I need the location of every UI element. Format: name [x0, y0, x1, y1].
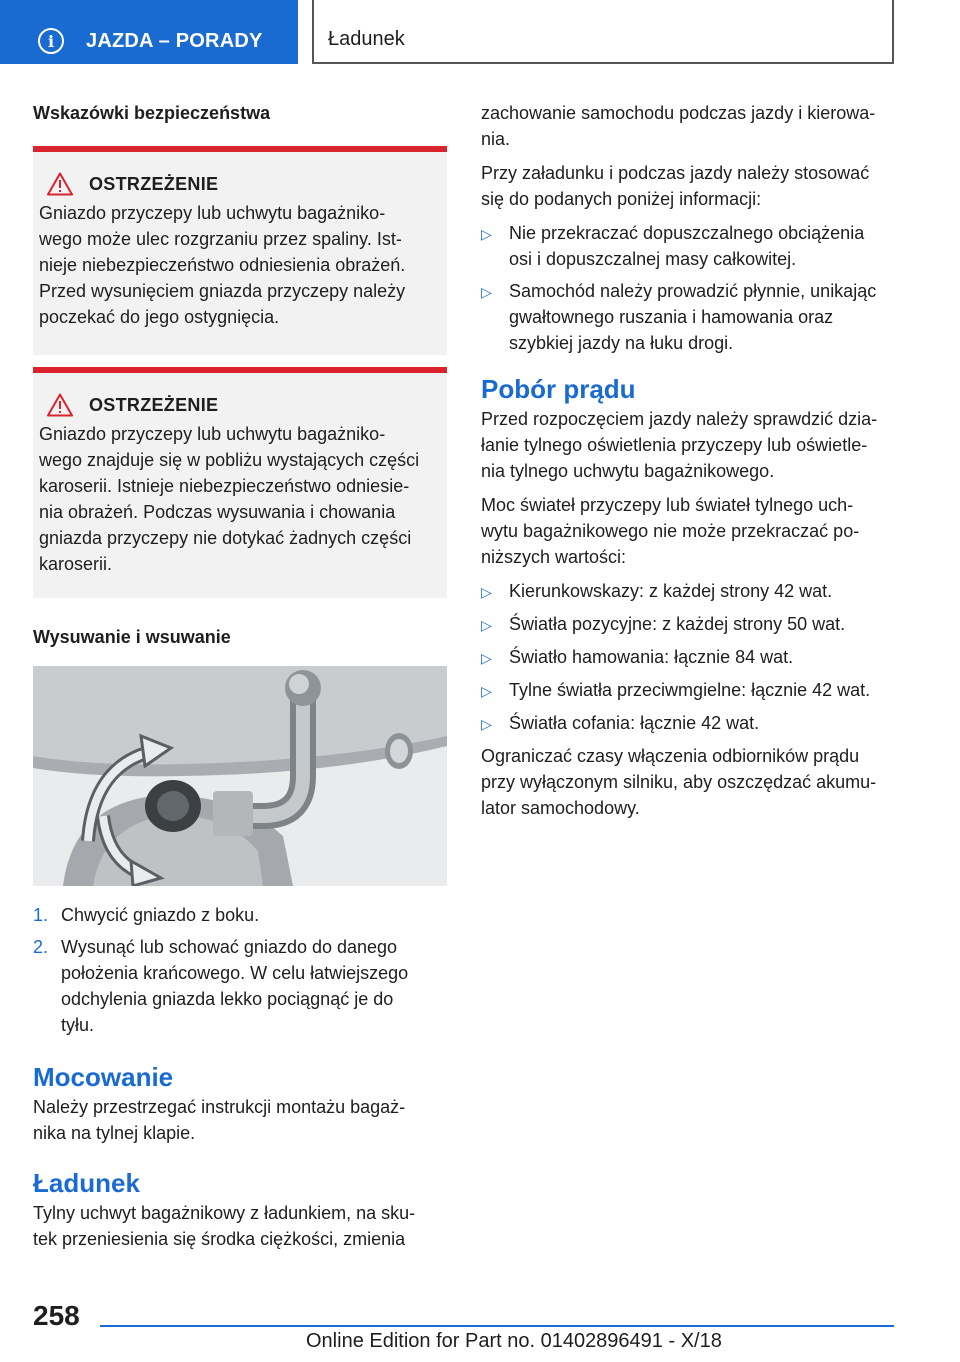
warning-title [47, 172, 441, 196]
cargo-text: Tylny uchwyt bagażnikowy z ładunkiem, na sku- tek przeniesienia się środka ciężkości, zmienia [33, 1203, 416, 1249]
warning-title-text: OSTRZEŻENIE [89, 173, 219, 194]
safety-heading: Wskazówki bezpieczeństwa [33, 103, 271, 123]
loading-bullets [481, 220, 895, 356]
cargo-heading: Ładunek [33, 1168, 140, 1198]
page-number: 258 [33, 1300, 80, 1331]
chapter-tab-label: JAZDA – PORADY [86, 30, 263, 52]
bullet-triangle-icon: ▷ [481, 284, 492, 300]
list-item: ▷ Tylne światła przeciwmgielne: łącznie 42 wat. [481, 677, 895, 704]
right-column [481, 100, 895, 821]
warning-box [33, 146, 447, 355]
bullet-triangle-icon: ▷ [481, 716, 492, 732]
tow-hook-drawing [33, 666, 447, 886]
section-title: Ładunek [328, 28, 405, 50]
bullet-triangle-icon: ▷ [481, 650, 492, 666]
continued-text: zachowanie samochodu podczas jazdy i kierowa- nia. [481, 103, 876, 149]
list-item: ▷ Światła pozycyjne: z każdej strony 50 wat. [481, 611, 895, 638]
info-icon: i [38, 28, 64, 54]
list-item: ▷ Światło hamowania: łącznie 84 wat. [481, 644, 895, 671]
list-item: ▷ Kierunkowskazy: z każdej strony 42 wat. [481, 578, 895, 605]
step-text: Wysunąć lub schować gniazdo do danego położenia krańcowego. W celu łatwiejszego odchylenia gniazda lekko pociągnąć je do tyłu. [61, 937, 409, 1035]
list-item [33, 934, 447, 1038]
extend-heading: Wysuwanie i wsuwanie [33, 627, 231, 647]
bullet-triangle-icon: ▷ [481, 584, 492, 600]
warning-triangle-icon [47, 172, 73, 196]
footer-edition-text: Online Edition for Part no. 01402896491 - X/18 [306, 1330, 722, 1352]
step-text: Chwycić gniazdo z boku. [61, 905, 260, 925]
warning-box [33, 367, 447, 598]
list-item: ▷ Światła cofania: łącznie 42 wat. [481, 710, 895, 737]
warning-title [47, 393, 441, 417]
warning-triangle-icon [47, 393, 73, 417]
warning-text: Gniazdo przyczepy lub uchwytu bagażniko- wego może ulec rozgrzaniu przez spaliny. Ist- nieje niebezpieczeństwo odniesienia obrażeń. Przed wysunięciem gniazda przyczepy należy poczekać do jego ostygnięcia. [39, 203, 406, 327]
bullet-triangle-icon: ▷ [481, 683, 492, 699]
bullet-triangle-icon: ▷ [481, 226, 492, 242]
list-item: ▷ Nie przekraczać dopuszczalnego obciążenia osi i dopuszczalnej masy całkowitej. [481, 220, 895, 272]
tow-hook-illustration [33, 666, 447, 886]
power-heading: Pobór prądu [481, 374, 636, 404]
power-paragraph: Przed rozpoczęciem jazdy należy sprawdzić dzia- łanie tylnego oświetlenia przyczepy lub oświetle- nia tylnego uchwytu bagażnikowego. [481, 409, 878, 481]
power-paragraph: Moc świateł przyczepy lub świateł tylnego uch- wytu bagażnikowego nie może przekraczać po- niższych wartości: [481, 495, 860, 567]
footer-divider [100, 1325, 894, 1327]
list-item: ▷ Samochód należy prowadzić płynnie, unikając gwałtownego ruszania i hamowania oraz szybkiej jazdy na łuku drogi. [481, 278, 895, 356]
list-item [33, 902, 447, 928]
chapter-tab[interactable] [0, 0, 298, 64]
step-number: 2. [33, 937, 49, 957]
left-column [33, 100, 447, 1252]
power-limits-list [481, 578, 895, 737]
mounting-heading: Mocowanie [33, 1062, 174, 1092]
mounting-text: Należy przestrzegać instrukcji montażu bagaż- nika na tylnej klapie. [33, 1097, 406, 1143]
warning-title-text: OSTRZEŻENIE [89, 394, 219, 415]
section-header [312, 0, 894, 64]
step-number: 1. [33, 905, 49, 925]
power-paragraph: Ograniczać czasy włączenia odbiorników prądu przy wyłączonym silniku, aby oszczędzać akumu- lator samochodowy. [481, 746, 877, 818]
bullet-triangle-icon: ▷ [481, 617, 492, 633]
steps-list [33, 902, 447, 1038]
warning-text: Gniazdo przyczepy lub uchwytu bagażniko- wego znajduje się w pobliżu wystających części karoserii. Istnieje niebezpieczeństwo odniesie- nia obrażeń. Podczas wysuwania i chowania gniazda przyczepy nie dotykać żadnych części karoserii. [39, 424, 420, 574]
loading-intro: Przy załadunku i podczas jazdy należy stosować się do podanych poniżej informacji: [481, 163, 870, 209]
